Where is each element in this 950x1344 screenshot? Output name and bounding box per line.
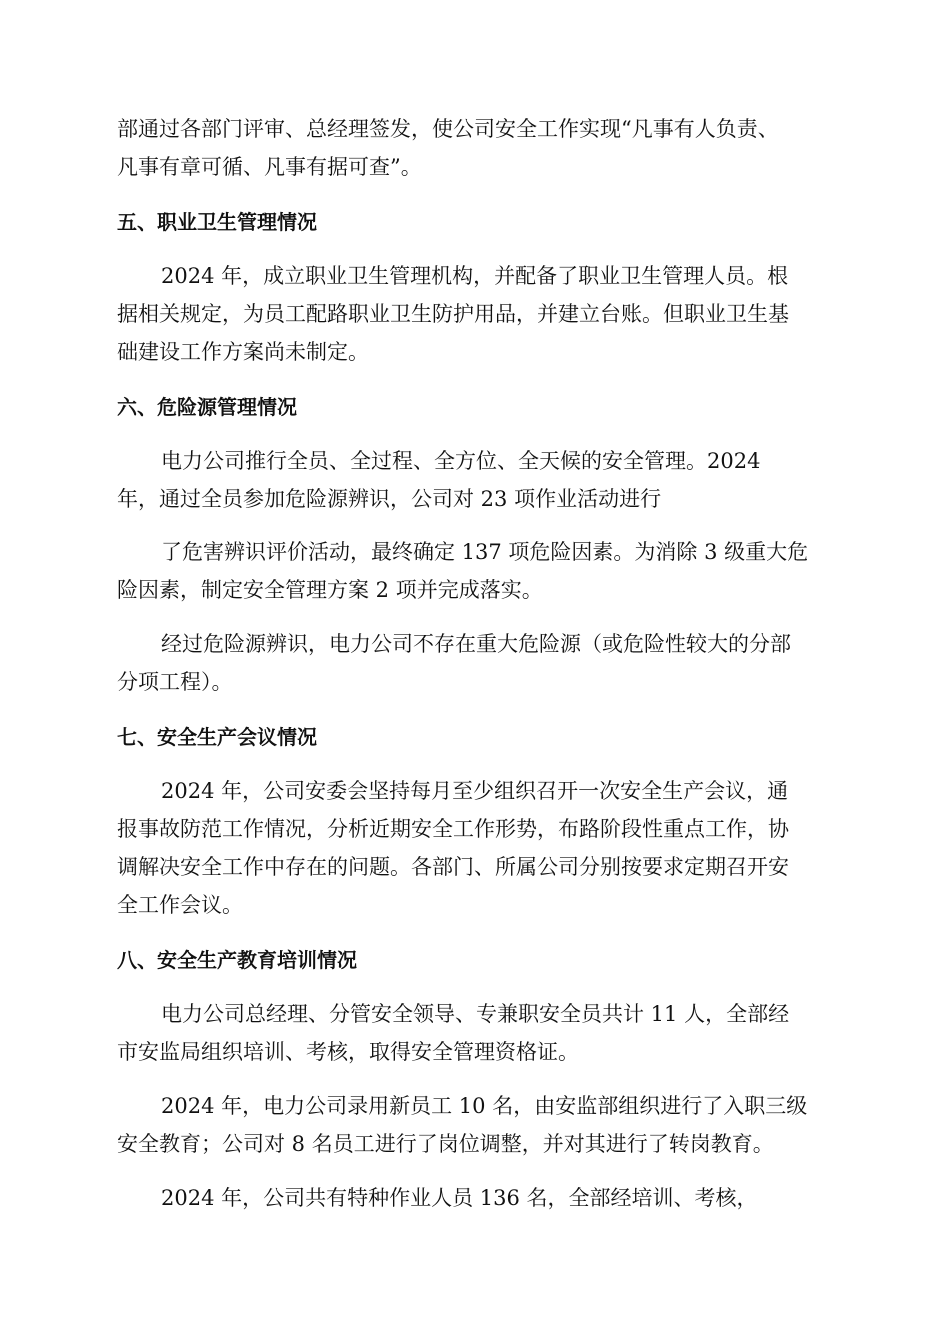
section-heading-occupational-health: 五、职业卫生管理情况 [117,210,317,234]
section-heading-safety-training: 八、安全生产教育培训情况 [117,948,357,972]
paragraph-line: 报事故防范工作情况，分析近期安全工作形势，布路阶段性重点工作，协 [117,817,789,841]
paragraph-line: 2024 年，电力公司录用新员工 10 名，由安监部组织进行了入职三级 [161,1094,808,1118]
paragraph-line: 年，通过全员参加危险源辨识，公司对 23 项作业活动进行 [117,487,662,511]
paragraph-line: 安全教育；公司对 8 名员工进行了岗位调整，并对其进行了转岗教育。 [117,1132,774,1156]
paragraph-line: 经过危险源辨识，电力公司不存在重大危险源（或危险性较大的分部 [161,632,791,656]
paragraph-line: 2024 年，成立职业卫生管理机构，并配备了职业卫生管理人员。根 [161,264,789,288]
paragraph-line: 2024 年，公司共有特种作业人员 136 名，全部经培训、考核， [161,1186,758,1210]
paragraph-line: 全工作会议。 [117,893,243,917]
paragraph-line: 电力公司总经理、分管安全领导、专兼职安全员共计 11 人，全部经 [161,1002,790,1026]
paragraph-line: 电力公司推行全员、全过程、全方位、全天候的安全管理。2024 [161,449,761,473]
paragraph-line: 分项工程）。 [117,670,233,694]
paragraph-line: 险因素，制定安全管理方案 2 项并完成落实。 [117,578,543,602]
paragraph-line: 市安监局组织培训、考核，取得安全管理资格证。 [117,1040,579,1064]
section-heading-hazard-sources: 六、危险源管理情况 [117,395,297,419]
paragraph-line: 凡事有章可循、凡事有据可查”。 [117,155,422,179]
paragraph-line: 调解决安全工作中存在的问题。各部门、所属公司分别按要求定期召开安 [117,855,789,879]
paragraph-line: 2024 年，公司安委会坚持每月至少组织召开一次安全生产会议，通 [161,779,789,803]
section-heading-safety-meetings: 七、安全生产会议情况 [117,725,317,749]
paragraph-line: 据相关规定，为员工配路职业卫生防护用品，并建立台账。但职业卫生基 [117,302,789,326]
paragraph-line: 础建设工作方案尚未制定。 [117,340,369,364]
paragraph-line: 了危害辨识评价活动，最终确定 137 项危险因素。为消除 3 级重大危 [161,540,809,564]
paragraph-line: 部通过各部门评审、总经理签发，使公司安全工作实现“凡事有人负责、 [117,117,779,141]
